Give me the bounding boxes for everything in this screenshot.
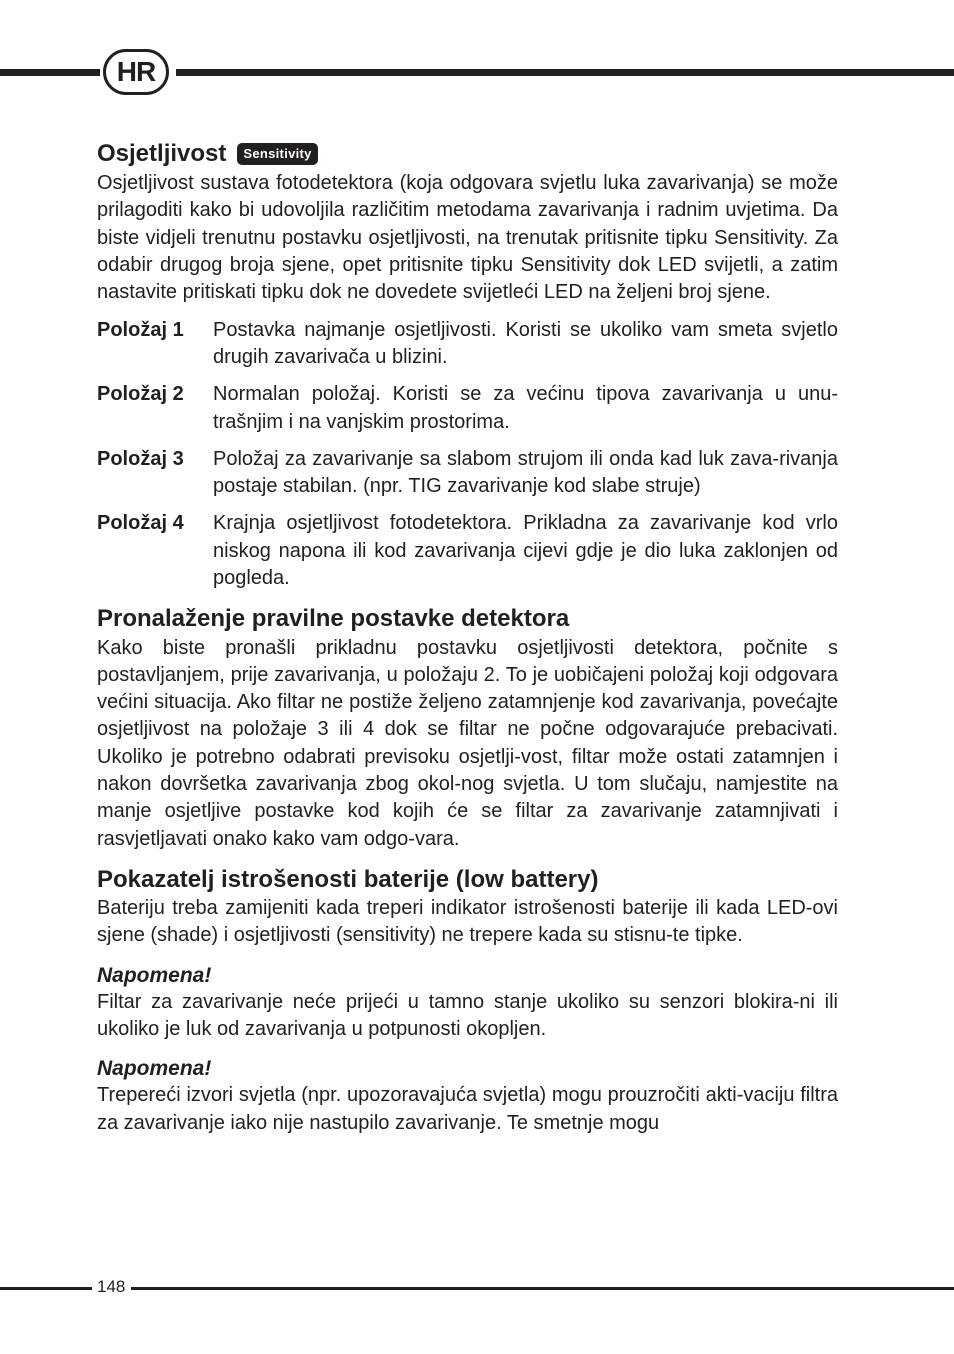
sensitivity-title: Osjetljivost [97, 140, 227, 167]
position-label: Položaj 4 [97, 512, 184, 535]
note-2 [97, 1055, 838, 1137]
position-label: Položaj 3 [97, 447, 184, 470]
position-text: Postavka najmanje osjetljivosti. Koristi se ukoliko vam smeta svjetlo drugih zavarivača u blizini. [213, 318, 838, 368]
position-text: Krajnja osjetljivost fotodetektora. Prikladna za zavarivanje kod vrlo niskog napona ili kod zavarivanja cijevi gdje je dio luka zaklonjen od pogleda. [213, 512, 838, 590]
sensitivity-body: Osjetljivost sustava fotodetektora (koja odgovara svjetlu luka zavarivanja) se može prilagoditi kako bi udovoljila različitim metodama zavarivanja i radnim uvjetima. Da biste vidjeli trenutnu postavku osjetljivosti, na trenutak pritisnite tipku Sensitivity. Za odabir drugog broja sjene, opet pritisnite tipku Sensitivity dok LED svijetli, a zatim nastavite pritiskati tipku dok ne dovedete svijetleći LED na željeni broj sjene. [97, 172, 838, 304]
note-title: Napomena! [97, 963, 212, 987]
battery-body: Bateriju treba zamijeniti kada treperi indikator istrošenosti baterije ili kada LED-ovi sjene (shade) i osjetljivosti (sensitivity) ne trepere kada su stisnu-te tipke. [97, 897, 838, 947]
note-body: Trepereći izvori svjetla (npr. upozoravajuća svjetla) mogu prouzročiti akti-vaciju filtra za zavarivanje iako nije nastupilo zavarivanje. Te smetnje mogu [97, 1084, 838, 1134]
detector-title: Pronalaženje pravilne postavke detektora [97, 605, 570, 633]
detector-body: Kako biste pronašli prikladnu postavku osjetljivosti detektora, počnite s postavljanjem, prije zavarivanja, u položaju 2. To je uobičajeni položaj koji odgovara većini situacija. Ako filtar ne postiže željeno zatamnjenje kod zavarivanja, povećajte osjetljivost na položaje 3 ili 4 dok se filtar ne počne odgovarajuće prebacivati. Ukoliko je potrebno odabrati previsoku osjetlji-vost, filtar može ostati zatamnjen i nakon dovršetka zavarivanja zbog okol-nog svjetla. U tom slučaju, namjestite na manje osjetljive postavke kod kojih će se filtar za zavarivanje zatamnjivati i rasvjetljavati onako kako vam odgo-vara. [97, 636, 838, 850]
note-1 [97, 962, 838, 1044]
position-row-1 [97, 317, 838, 372]
language-badge: HR [103, 49, 169, 95]
sensitivity-button-label: Sensitivity [237, 143, 317, 165]
position-row-4 [97, 510, 838, 592]
footer-rule-left [0, 1287, 92, 1290]
note-body: Filtar za zavarivanje neće prijeći u tamno stanje ukoliko su senzori blokira-ni ili ukoliko je luk od zavarivanja u potpunosti okopljen. [97, 990, 838, 1040]
battery-title: Pokazatelj istrošenosti baterije (low battery) [97, 865, 599, 893]
note-title: Napomena! [97, 1057, 212, 1081]
footer-rule-right [131, 1287, 954, 1290]
position-row-2 [97, 381, 838, 436]
position-label: Položaj 1 [97, 318, 184, 341]
position-row-3 [97, 446, 838, 501]
position-label: Položaj 2 [97, 383, 184, 406]
header-rule-left [0, 69, 100, 76]
position-text: Položaj za zavarivanje sa slabom strujom ili onda kad luk zava-rivanja postaje stabilan. (npr. TIG zavarivanje kod slabe struje) [213, 447, 838, 498]
sensitivity-heading [97, 138, 838, 169]
detector-section [97, 603, 838, 853]
page-content [97, 138, 838, 1137]
battery-section [97, 864, 838, 950]
page-number: 148 [97, 1277, 126, 1296]
position-text: Normalan položaj. Koristi se za većinu tipova zavarivanja u unu-trašnjim i na vanjskim prostorima. [213, 383, 838, 433]
header-rule-right [176, 69, 954, 76]
